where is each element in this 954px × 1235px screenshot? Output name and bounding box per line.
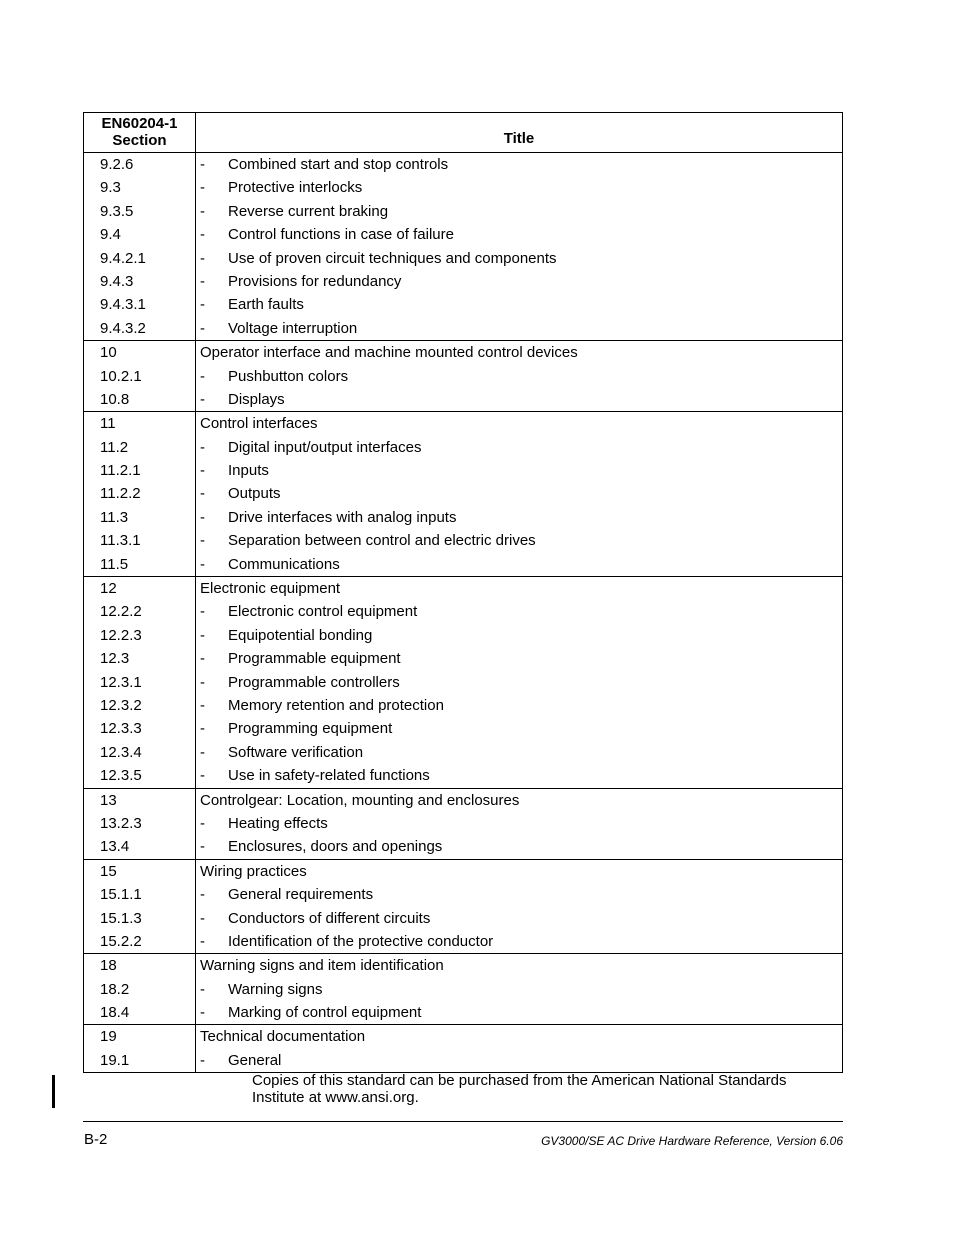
title-column-header: Title: [196, 113, 843, 153]
list-dash: -: [200, 720, 205, 738]
section-title-cell: [196, 388, 843, 412]
section-number: 12.2.2: [84, 600, 196, 623]
section-number: 15: [84, 859, 196, 883]
section-title-cell: [196, 859, 843, 883]
table-row: [84, 270, 843, 293]
section-title-cell: [196, 600, 843, 623]
footer-rule: [83, 1121, 843, 1122]
section-title-cell: [196, 835, 843, 859]
table-row: [84, 907, 843, 930]
section-title: Pushbutton colors: [228, 367, 349, 385]
list-dash: -: [200, 767, 205, 785]
section-number: 9.3.5: [84, 200, 196, 223]
table-row: [84, 459, 843, 482]
table-row: [84, 529, 843, 552]
section-title-cell: [196, 200, 843, 223]
section-title-cell: [196, 1001, 843, 1025]
list-dash: -: [200, 909, 205, 927]
section-title-cell: [196, 717, 843, 740]
list-dash: -: [200, 696, 205, 714]
table-row: [84, 835, 843, 859]
list-dash: -: [200, 886, 205, 904]
table-row: [84, 624, 843, 647]
table-row: [84, 812, 843, 835]
section-title-cell: [196, 553, 843, 577]
section-number: 12.3.3: [84, 717, 196, 740]
section-title-cell: [196, 223, 843, 246]
table-row: [84, 293, 843, 316]
section-title: Electronic equipment: [200, 580, 341, 598]
table-row: [84, 317, 843, 341]
section-number: 11.2.1: [84, 459, 196, 482]
list-dash: -: [200, 485, 205, 503]
standards-table: [83, 112, 843, 1073]
list-dash: -: [200, 462, 205, 480]
list-dash: -: [200, 296, 205, 314]
section-header-line2: Section: [112, 132, 167, 149]
table-row: [84, 506, 843, 529]
section-title-cell: [196, 577, 843, 601]
table-row: [84, 764, 843, 788]
table-row: [84, 930, 843, 954]
list-dash: -: [200, 603, 205, 621]
section-title: Protective interlocks: [228, 179, 363, 197]
section-title: Warning signs: [228, 980, 323, 998]
table-row: [84, 788, 843, 812]
section-title: Identification of the protective conductor: [228, 932, 494, 950]
section-title-cell: [196, 671, 843, 694]
table-row: [84, 671, 843, 694]
table-row: [84, 647, 843, 670]
table-row: [84, 200, 843, 223]
section-title-cell: [196, 293, 843, 316]
list-dash: -: [200, 249, 205, 267]
section-group: [84, 153, 843, 341]
table-row: [84, 1049, 843, 1073]
section-title-cell: [196, 624, 843, 647]
section-number: 12.3.2: [84, 694, 196, 717]
section-title-cell: [196, 482, 843, 505]
list-dash: -: [200, 1051, 205, 1069]
section-number: 9.2.6: [84, 153, 196, 177]
section-number: 18: [84, 954, 196, 978]
section-title: Earth faults: [228, 296, 304, 314]
section-title: Operator interface and machine mounted control devices: [200, 344, 578, 362]
list-dash: -: [200, 179, 205, 197]
section-number: 9.4.2.1: [84, 247, 196, 270]
section-title: Conductors of different circuits: [228, 909, 431, 927]
section-number: 12: [84, 577, 196, 601]
list-dash: -: [200, 156, 205, 173]
table-row: [84, 176, 843, 199]
section-title-cell: [196, 764, 843, 788]
section-number: 10.8: [84, 388, 196, 412]
list-dash: -: [200, 272, 205, 290]
section-number: 15.1.3: [84, 907, 196, 930]
table-row: [84, 600, 843, 623]
section-title-cell: [196, 788, 843, 812]
section-title: Combined start and stop controls: [228, 156, 449, 173]
section-title-cell: [196, 176, 843, 199]
section-title-cell: [196, 317, 843, 341]
table-row: [84, 436, 843, 459]
table-row: [84, 365, 843, 388]
section-title: Programmable controllers: [228, 673, 400, 691]
section-title-cell: [196, 412, 843, 436]
section-title-cell: [196, 270, 843, 293]
section-group: [84, 859, 843, 954]
section-title: Provisions for redundancy: [228, 272, 402, 290]
section-number: 18.4: [84, 1001, 196, 1025]
section-title-cell: [196, 365, 843, 388]
section-number: 11.2.2: [84, 482, 196, 505]
list-dash: -: [200, 367, 205, 385]
list-dash: -: [200, 1004, 205, 1022]
section-number: 19: [84, 1025, 196, 1049]
section-number: 11: [84, 412, 196, 436]
section-number: 10: [84, 341, 196, 365]
section-title-cell: [196, 153, 843, 177]
section-title: Technical documentation: [200, 1028, 366, 1046]
section-title: Heating effects: [228, 814, 328, 832]
table-row: [84, 412, 843, 436]
section-title: Programmable equipment: [228, 650, 401, 668]
section-number: 12.3.4: [84, 741, 196, 764]
section-title-cell: [196, 741, 843, 764]
section-title-cell: [196, 812, 843, 835]
section-number: 12.3: [84, 647, 196, 670]
section-title-cell: [196, 506, 843, 529]
section-title-cell: [196, 930, 843, 954]
section-title-cell: [196, 907, 843, 930]
section-number: 13.4: [84, 835, 196, 859]
section-title: Enclosures, doors and openings: [228, 838, 443, 856]
section-title-cell: [196, 247, 843, 270]
list-dash: -: [200, 650, 205, 668]
document-reference: GV3000/SE AC Drive Hardware Reference, Version 6.06: [541, 1134, 843, 1148]
table-row: [84, 694, 843, 717]
list-dash: -: [200, 932, 205, 950]
section-title: Use in safety-related functions: [228, 767, 430, 785]
section-number: 11.5: [84, 553, 196, 577]
table-row: [84, 978, 843, 1001]
table-row: [84, 482, 843, 505]
section-title: Wiring practices: [200, 862, 307, 880]
table-row: [84, 1001, 843, 1025]
section-number: 15.1.1: [84, 883, 196, 906]
section-title-cell: [196, 883, 843, 906]
section-group: [84, 1025, 843, 1073]
section-title: Digital input/output interfaces: [228, 438, 422, 456]
section-title: Marking of control equipment: [228, 1004, 422, 1022]
section-column-header: [84, 113, 196, 153]
section-number: 19.1: [84, 1049, 196, 1073]
table-row: [84, 741, 843, 764]
list-dash: -: [200, 438, 205, 456]
section-number: 10.2.1: [84, 365, 196, 388]
section-number: 12.3.5: [84, 764, 196, 788]
section-title-cell: [196, 1025, 843, 1049]
table-row: [84, 1025, 843, 1049]
section-number: 15.2.2: [84, 930, 196, 954]
section-title-cell: [196, 978, 843, 1001]
table-row: [84, 717, 843, 740]
section-title: Inputs: [228, 462, 269, 480]
section-number: 12.3.1: [84, 671, 196, 694]
table-row: [84, 247, 843, 270]
section-title: Programming equipment: [228, 720, 393, 738]
list-dash: -: [200, 626, 205, 644]
section-title-cell: [196, 694, 843, 717]
list-dash: -: [200, 814, 205, 832]
section-title: Separation between control and electric drives: [228, 532, 536, 550]
section-title-cell: [196, 341, 843, 365]
section-title: Voltage interruption: [228, 319, 358, 337]
table-row: [84, 153, 843, 177]
section-title: Displays: [228, 390, 285, 408]
section-number: 11.3.1: [84, 529, 196, 552]
section-group: [84, 954, 843, 1025]
section-number: 9.4: [84, 223, 196, 246]
table-row: [84, 577, 843, 601]
section-title: Controlgear: Location, mounting and enclosures: [200, 791, 520, 809]
table-row: [84, 223, 843, 246]
section-group: [84, 412, 843, 577]
section-number: 18.2: [84, 978, 196, 1001]
section-number: 13: [84, 788, 196, 812]
table-row: [84, 859, 843, 883]
section-title: Warning signs and item identification: [200, 957, 444, 975]
list-dash: -: [200, 673, 205, 691]
list-dash: -: [200, 532, 205, 550]
section-group: [84, 341, 843, 412]
section-title: Memory retention and protection: [228, 696, 444, 714]
section-title: Outputs: [228, 485, 281, 503]
section-title: Control functions in case of failure: [228, 226, 454, 244]
list-dash: -: [200, 555, 205, 573]
section-title-cell: [196, 529, 843, 552]
section-title: Drive interfaces with analog inputs: [228, 508, 457, 526]
section-title-cell: [196, 436, 843, 459]
section-title: Control interfaces: [200, 415, 318, 433]
section-title-cell: [196, 647, 843, 670]
section-group: [84, 577, 843, 789]
change-bar: [52, 1075, 55, 1108]
section-title-cell: [196, 1049, 843, 1073]
section-title: Communications: [228, 555, 340, 573]
section-title: Use of proven circuit techniques and components: [228, 249, 557, 267]
list-dash: -: [200, 319, 205, 337]
section-title-cell: [196, 459, 843, 482]
table-header-row: [84, 113, 843, 153]
section-number: 12.2.3: [84, 624, 196, 647]
page-number: B-2: [84, 1131, 108, 1148]
list-dash: -: [200, 226, 205, 244]
table-row: [84, 883, 843, 906]
list-dash: -: [200, 743, 205, 761]
section-number: 11.3: [84, 506, 196, 529]
note-text: Copies of this standard can be purchased from the American National Standards Institute at www.ansi.org.: [252, 1072, 787, 1106]
section-title-cell: [196, 954, 843, 978]
section-number: 9.4.3.1: [84, 293, 196, 316]
section-number: 9.4.3: [84, 270, 196, 293]
section-header-line1: EN60204-1: [101, 115, 178, 132]
section-number: 9.3: [84, 176, 196, 199]
section-title: Equipotential bonding: [228, 626, 373, 644]
section-group: [84, 788, 843, 859]
section-title: Reverse current braking: [228, 202, 389, 220]
table-row: [84, 341, 843, 365]
section-number: 13.2.3: [84, 812, 196, 835]
table-row: [84, 553, 843, 577]
table-row: [84, 388, 843, 412]
list-dash: -: [200, 508, 205, 526]
list-dash: -: [200, 202, 205, 220]
list-dash: -: [200, 390, 205, 408]
list-dash: -: [200, 838, 205, 856]
section-title: Electronic control equipment: [228, 603, 418, 621]
list-dash: -: [200, 980, 205, 998]
section-title: General: [228, 1051, 282, 1069]
section-number: 11.2: [84, 436, 196, 459]
section-number: 9.4.3.2: [84, 317, 196, 341]
section-title: General requirements: [228, 886, 374, 904]
table-row: [84, 954, 843, 978]
section-title: Software verification: [228, 743, 364, 761]
